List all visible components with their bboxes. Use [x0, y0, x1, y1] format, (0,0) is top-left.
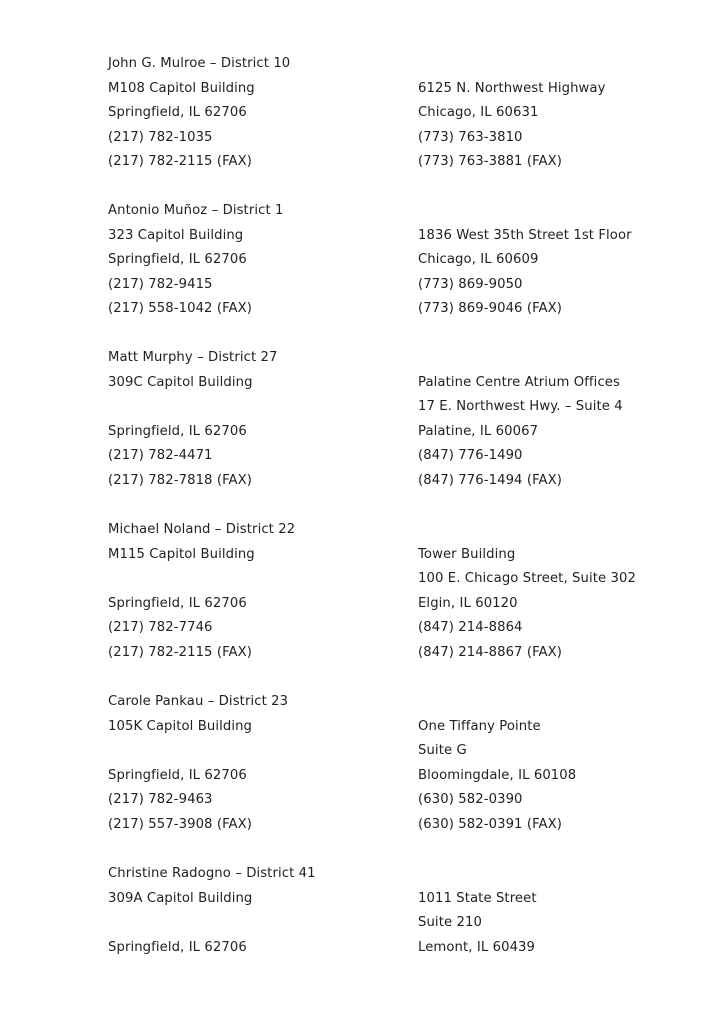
senator-name: Carole Pankau – District 23	[108, 694, 289, 709]
district-office-line2: 100 E. Chicago Street, Suite 302	[418, 571, 636, 586]
springfield-building: 105K Capitol Building	[108, 718, 253, 734]
district-office-phone: (847) 214-8864	[418, 620, 523, 635]
springfield-fax: (217) 782-7818 (FAX)	[108, 472, 253, 488]
springfield-city: Springfield, IL 62706	[108, 423, 247, 439]
springfield-building: 309A Capitol Building	[108, 890, 253, 906]
senator-name: Michael Noland – District 22	[108, 522, 296, 537]
district-office-phone: (630) 582-0390	[418, 792, 523, 807]
district-office-line2: Suite G	[418, 743, 467, 758]
district-office-city: Chicago, IL 60609	[418, 252, 539, 267]
district-office-fax: (773) 869-9046 (FAX)	[418, 301, 563, 316]
springfield-phone: (217) 782-1035	[108, 129, 213, 145]
district-office-city: Bloomingdale, IL 60108	[418, 767, 577, 783]
district-office-phone: (847) 776-1490	[418, 448, 523, 463]
district-office-line1: Tower Building	[418, 546, 516, 562]
springfield-city: Springfield, IL 62706	[108, 252, 247, 267]
senator-name: Christine Radogno – District 41	[108, 866, 316, 881]
springfield-phone: (217) 782-9463	[108, 792, 213, 807]
district-office-line2: Suite 210	[418, 915, 482, 930]
district-office-fax: (773) 763-3881 (FAX)	[418, 154, 563, 169]
district-office-line1: 6125 N. Northwest Highway	[418, 80, 606, 96]
district-office-city: Elgin, IL 60120	[418, 595, 518, 611]
springfield-building: M108 Capitol Building	[108, 80, 255, 96]
district-office-phone: (773) 869-9050	[418, 276, 523, 292]
springfield-phone: (217) 782-9415	[108, 276, 213, 292]
district-office-line1: 1011 State Street	[418, 890, 537, 906]
district-office-fax: (630) 582-0391 (FAX)	[418, 816, 563, 832]
springfield-building: 309C Capitol Building	[108, 374, 253, 390]
springfield-city: Springfield, IL 62706	[108, 105, 247, 120]
springfield-city: Springfield, IL 62706	[108, 939, 247, 955]
district-office-city: Chicago, IL 60631	[418, 105, 539, 120]
springfield-fax: (217) 557-3908 (FAX)	[108, 816, 253, 832]
springfield-phone: (217) 782-4471	[108, 448, 213, 463]
district-office-phone: (773) 763-3810	[418, 129, 523, 145]
district-office-city: Lemont, IL 60439	[418, 939, 536, 955]
springfield-phone: (217) 782-7746	[108, 620, 213, 635]
district-office-line1: 1836 West 35th Street 1st Floor	[418, 227, 632, 243]
springfield-city: Springfield, IL 62706	[108, 767, 247, 783]
springfield-fax: (217) 558-1042 (FAX)	[108, 301, 253, 316]
springfield-building: 323 Capitol Building	[108, 227, 244, 243]
senator-name: Matt Murphy – District 27	[108, 350, 278, 365]
springfield-fax: (217) 782-2115 (FAX)	[108, 154, 253, 169]
district-office-fax: (847) 776-1494 (FAX)	[418, 472, 563, 488]
district-office-line1: Palatine Centre Atrium Offices	[418, 374, 620, 390]
senator-name: Antonio Muñoz – District 1	[108, 203, 284, 218]
springfield-fax: (217) 782-2115 (FAX)	[108, 644, 253, 660]
district-office-city: Palatine, IL 60067	[418, 423, 539, 439]
springfield-city: Springfield, IL 62706	[108, 595, 247, 611]
district-office-line2: 17 E. Northwest Hwy. – Suite 4	[418, 399, 623, 414]
district-office-fax: (847) 214-8867 (FAX)	[418, 644, 563, 660]
springfield-building: M115 Capitol Building	[108, 546, 255, 562]
senator-name: John G. Mulroe – District 10	[108, 56, 291, 71]
district-office-line1: One Tiffany Pointe	[418, 718, 541, 734]
